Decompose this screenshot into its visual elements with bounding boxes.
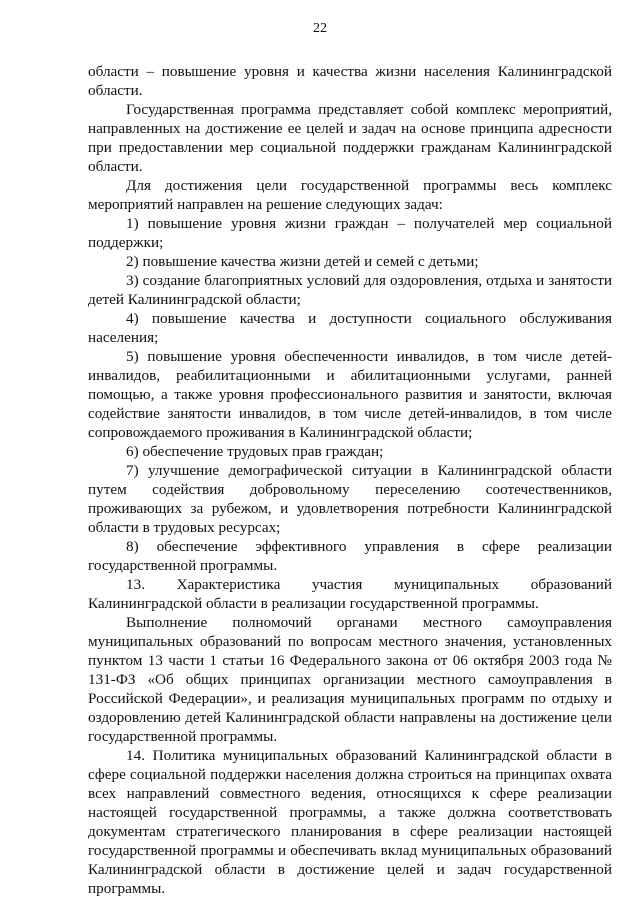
section-13-heading: 13. Характеристика участия муниципальных образований Калининградской области в реализации государственной программы. xyxy=(88,576,612,612)
task-item-1: 1) повышение уровня жизни граждан – получателей мер социальной поддержки; xyxy=(88,215,612,251)
paragraph-program-description: Государственная программа представляет собой комплекс мероприятий, направленных на достижение ее целей и задач на основе принципа адресности при предоставлении мер социальной поддержки гражданам Калининградской области. xyxy=(88,101,612,175)
document-body xyxy=(88,62,612,898)
section-14-paragraph: 14. Политика муниципальных образований Калининградской области в сфере социальной поддержки населения должна строиться на принципах охвата всех направлений совместного ведения, относящихся к сфере реализации настоящей государственной программы, а также должна соответствовать документам стратегического планирования в сфере реализации настоящей государственной программы и обеспечивать вклад муниципальных образований Калининградской области в достижение целей и задач государственной программы. xyxy=(88,747,612,897)
task-item-4: 4) повышение качества и доступности социального обслуживания населения; xyxy=(88,310,612,346)
task-item-2: 2) повышение качества жизни детей и семей с детьми; xyxy=(126,253,479,270)
task-item-3: 3) создание благоприятных условий для оздоровления, отдыха и занятости детей Калининградской области; xyxy=(88,272,612,308)
task-item-8: 8) обеспечение эффективного управления в сфере реализации государственной программы. xyxy=(88,538,612,574)
paragraph-goal-continuation: области – повышение уровня и качества жизни населения Калининградской области. xyxy=(88,63,612,99)
task-item-5: 5) повышение уровня обеспеченности инвалидов, в том числе детей-инвалидов, реабилитационными и абилитационными услугами, ранней помощью, а также уровня профессионального развития и занятости, включая содействие занятости инвалидов, в том числе детей-инвалидов, в том числе сопровождаемого проживания в Калининградской области; xyxy=(88,348,612,441)
paragraph-tasks-intro: Для достижения цели государственной программы весь комплекс мероприятий направлен на решение следующих задач: xyxy=(88,177,612,213)
task-item-6: 6) обеспечение трудовых прав граждан; xyxy=(126,443,384,460)
paragraph-municipal-powers: Выполнение полномочий органами местного самоуправления муниципальных образований по вопросам местного значения, установленных пунктом 13 части 1 статьи 16 Федерального закона от 06 октября 2003 года № 131-ФЗ «Об общих принципах организации местного самоуправления в Российской Федерации», и реализация муниципальных программ по отдыху и оздоровлению детей Калининградской области направлены на достижение цели государственной программы. xyxy=(88,614,612,745)
task-item-7: 7) улучшение демографической ситуации в Калининградской области путем содействия добровольному переселению соотечественников, проживающих за рубежом, и удовлетворения потребности Калининградской области в трудовых ресурсах; xyxy=(88,462,612,536)
page-number: 22 xyxy=(313,21,327,36)
